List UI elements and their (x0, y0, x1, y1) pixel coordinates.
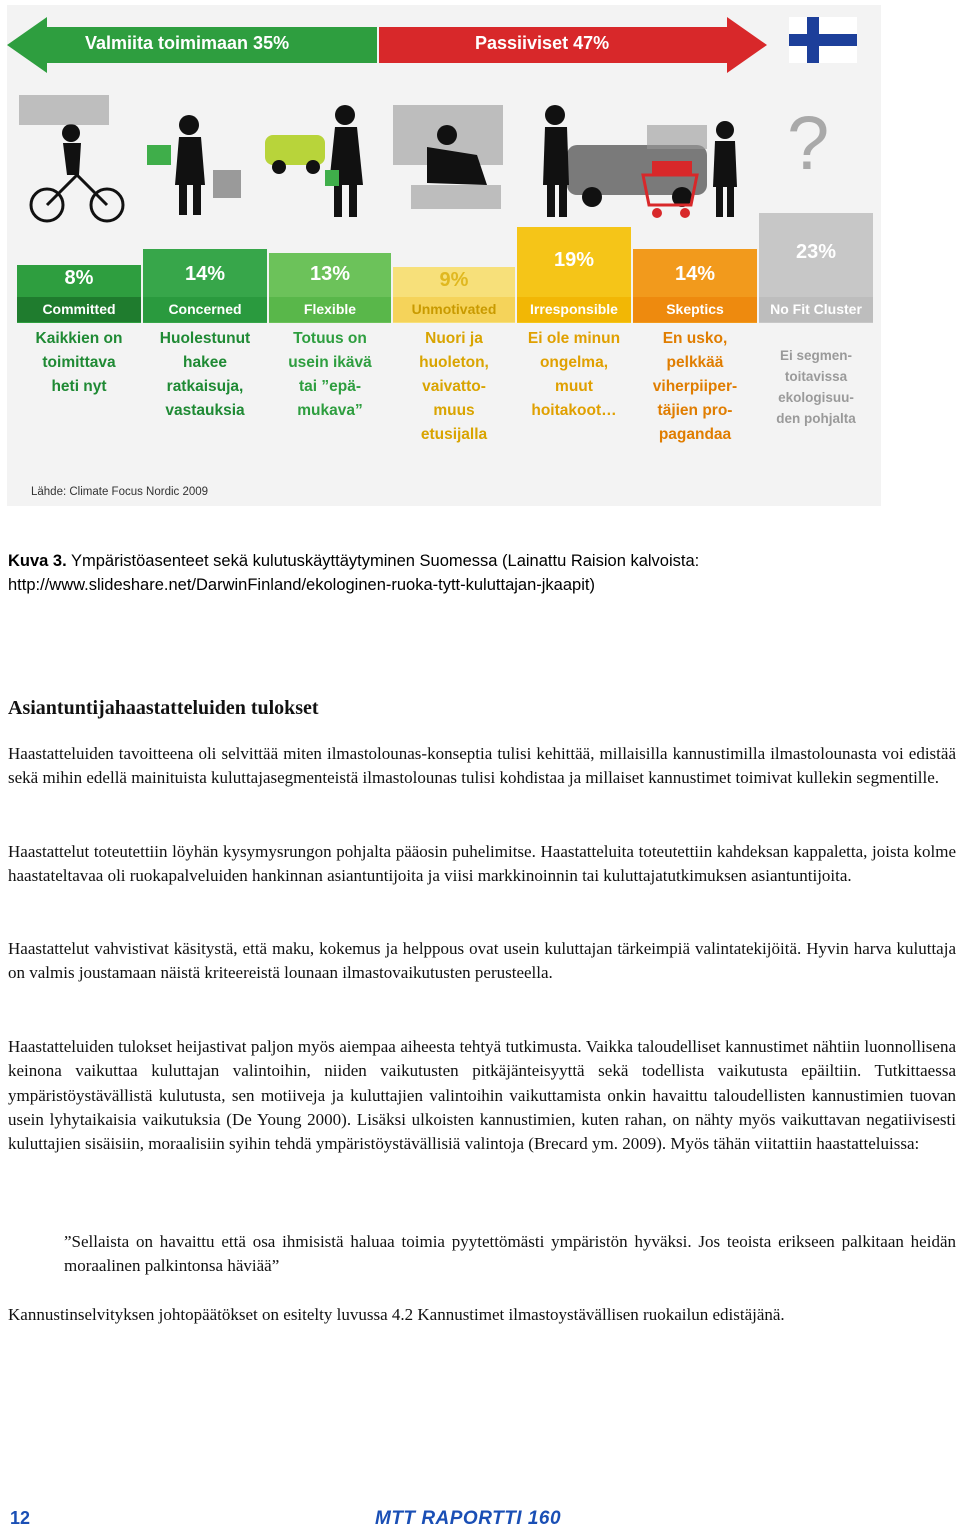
segment-percent: 9% (439, 269, 469, 291)
paragraph-2: Haastattelut toteutettiin löyhän kysymysrungon pohjalta pääosin puhelimitse. Haastatteluita toteutettiin kahdeksan kappaletta, joista kolme haastateltavaa oli ruokapalveluiden hankinnan asiantuntijoita ja viisi markkinoinnin tai kuluttajatutkimuksen asiantuntijoita. (8, 842, 956, 886)
passive-label: Passiiviset 47% (475, 33, 610, 53)
ready-label: Valmiita toimimaan 35% (85, 33, 290, 53)
caption-label: Kuva 3. (8, 552, 67, 570)
segment-description: Kaikkien on toimittava heti nyt (35, 330, 123, 395)
segment-no-fit (759, 5, 873, 475)
segment-description: Nuori ja huoleton, vaivatto- muus etusijalla (419, 330, 489, 443)
section-title: Asiantuntijahaastatteluiden tulokset (8, 697, 319, 719)
segment-committed (17, 5, 141, 475)
segment-description: Ei ole minun ongelma, muut hoitakoot… (527, 330, 621, 419)
paragraph-1: Haastatteluiden tavoitteena oli selvittää miten ilmastolounas-konseptia tulisi kehittää, millaisilla kannustimilla ilmastolounasta voi edistää sekä mihin edellä mainituista kuluttajasegmenteistä ilmastolounas tulisi kohdistaa ja millaiset kannustimet toimivat kullekin segmentille. (8, 744, 956, 788)
segment-flexible (269, 5, 391, 475)
figure-caption (8, 549, 948, 597)
paragraph-4: Haastatteluiden tulokset heijastivat paljon myös aiempaa aiheesta tehtyä tutkimusta. Vaikka taloudelliset kannustimet nähtiin luonnollisena keinona vaikuttaa kuluttajan valintoihin, niiden vaikutusten pitkäjänteisyyttä sekä todellista vaikutusta epäiltiin. Tutkittaessa ympäristöystävällistä kulutusta, sen motiiveja ja kuluttajien valintoihin vaikuttamista onkin havaittu taloudellisten kannustimien tuovan usein lyhytaikaisia vaikutuksia (De Young 2000). Lisäksi ulkoisten kannustimien, kuten rahan, on nähty myös vaikuttavan negatiivisesti kuluttajien sisäisiin, moraalisiin syihin tehdä ympäristöystävällisiä valintoja (Brecard ym. 2009). Myös tähän viitattiin haastatteluissa: (8, 1037, 956, 1154)
segment-skeptics (633, 5, 757, 475)
segment-percent: 13% (309, 263, 351, 285)
segment-unmotivated (393, 5, 515, 475)
segment-name: Skeptics (633, 297, 757, 322)
report-name: MTT RAPORTTI 160 (375, 1508, 562, 1529)
segment-percent: 23% (795, 241, 837, 263)
quote: ”Sellaista on havaittu että osa ihmisistä haluaa toimia pyytettömästi ympäristön hyväksi. Jos teoista erikseen palkitaan heidän moraalinen palkintonsa häviää” (64, 1232, 956, 1276)
question-mark: ? (787, 101, 830, 186)
segment-name: Unmotivated (393, 297, 515, 322)
paragraph-3: Haastattelut vahvistivat käsitystä, että maku, kokemus ja helppous ovat usein kuluttajan tärkeimpiä valintatekijöitä. Hyvin harva kuluttaja on valmis joustamaan näistä kriteereistä lounaan ilmastovaikutusten perusteella. (8, 939, 956, 983)
segment-name: Concerned (143, 297, 267, 322)
segment-percent: 14% (674, 263, 716, 285)
segment-name: Irresponsible (517, 297, 631, 322)
caption-text: Ympäristöasenteet sekä kulutuskäyttäytyminen Suomessa (Lainattu Raision kalvoista: (71, 552, 700, 570)
paragraph-5: Kannustinselvityksen johtopäätökset on esitelty luvussa 4.2 Kannustimet ilmastoystävällisen ruokailun edistäjänä. (8, 1305, 785, 1324)
segment-percent: 19% (553, 249, 595, 271)
segment-description: Totuus on usein ikävä tai ”epä- mukava” (288, 330, 372, 419)
segment-description: En usko, pelkkää viherpiiper- täjien pro- pagandaa (652, 330, 738, 443)
segment-irresponsible (517, 5, 631, 475)
segment-concerned (143, 5, 267, 475)
segment-description: Huolestunut hakee ratkaisuja, vastauksia (159, 330, 251, 419)
segment-description: Ei segmen- toitavissa ekologisuu- den pohjalta (776, 348, 856, 426)
page-number: 12 (10, 1508, 31, 1528)
segment-percent: 8% (64, 267, 94, 289)
caption-url: http://www.slideshare.net/DarwinFinland/ekologinen-ruoka-tytt-kuluttajan-jkaapit) (8, 576, 595, 594)
figure-source: Lähde: Climate Focus Nordic 2009 (31, 486, 209, 498)
segment-name: No Fit Cluster (759, 297, 873, 322)
segment-name: Committed (17, 297, 141, 322)
segmentation-figure (7, 5, 881, 506)
segment-percent: 14% (184, 263, 226, 285)
segment-name: Flexible (269, 297, 391, 322)
